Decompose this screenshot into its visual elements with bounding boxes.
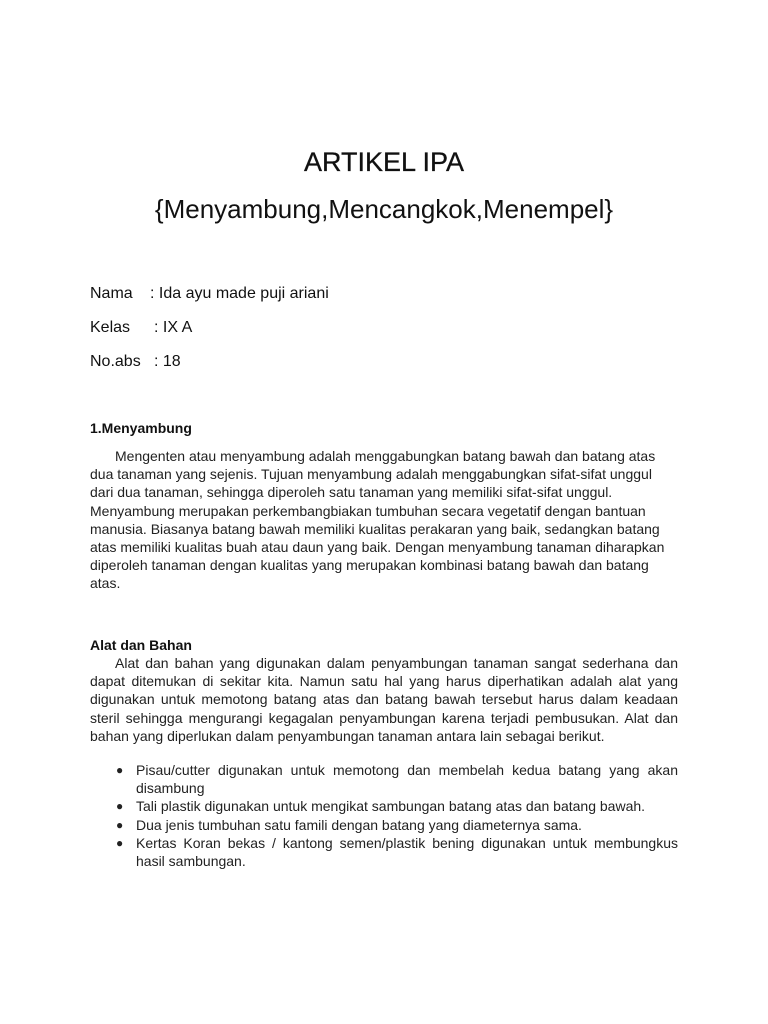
document-title: ARTIKEL IPA (303, 147, 465, 177)
document-subtitle: {Menyambung,Mencangkok,Menempel} (154, 194, 614, 224)
info-value: : Ida ayu made puji ariani (150, 285, 329, 302)
list-item: ● Dua jenis tumbuhan satu famili dengan batang yang diameternya sama. (116, 816, 582, 833)
info-row-noabs (90, 352, 181, 372)
paragraph-text: Alat dan bahan yang digunakan dalam penyambungan tanaman sangat sederhana dan dapat ditemukan di sekitar kita. Namun satu hal yang harus diperhatikan adalah alat yang digunakan untuk memotong batang atas dan batang bawah tersebut harus dalam keadaan steril sehingga mengurangi kegagalan penyambungan karena terjadi pembusukan. Alat dan bahan yang diperlukan dalam penyambungan tanaman antara lain sebagai berikut. (90, 655, 678, 744)
section-paragraph-menyambung (90, 447, 678, 593)
info-label: Kelas (90, 319, 131, 336)
paragraph-text: Mengenten atau menyambung adalah menggabungkan batang bawah dan batang atas dua tanaman yang sejenis. Tujuan menyambung adalah menggabungkan sifat-sifat unggul dari dua tanaman, sehingga diperoleh satu tanaman yang memiliki sifat-sifat unggul. Menyambung merupakan perkembangbiakan tumbuhan secara vegetatif dengan bantuan manusia. Biasanya batang bawah memiliki kualitas perakaran yang baik, sedangkan batang atas memiliki kualitas buah atau daun yang baik. Dengan menyambung tanaman diharapkan diperoleh tanaman dengan kualitas yang merupakan kombinasi batang bawah dan batang atas. (90, 448, 665, 592)
section-paragraph-alat-bahan (90, 654, 678, 745)
info-value: : IX A (154, 319, 193, 336)
bullet-icon: ● (116, 835, 124, 850)
bullet-icon: ● (116, 817, 124, 832)
bullet-icon: ● (116, 799, 124, 814)
bullet-icon: ● (116, 763, 124, 777)
list-item: ● Pisau/cutter digunakan untuk memotong dan membelah kedua batang yang akan disambung (116, 762, 678, 797)
list-item: ● Kertas Koran bekas / kantong semen/plastik bening digunakan untuk membungkus hasil sambungan. (116, 834, 678, 870)
list-item: ● Tali plastik digunakan untuk mengikat sambungan batang atas dan batang bawah. (116, 798, 646, 815)
info-label: No.abs (90, 353, 141, 370)
info-row-nama (90, 284, 329, 304)
section-heading-menyambung: 1.Menyambung (90, 420, 192, 436)
info-value: : 18 (154, 353, 181, 370)
info-row-kelas (90, 318, 192, 338)
section-heading-alat-bahan: Alat dan Bahan (90, 637, 192, 653)
bullet-list (90, 761, 678, 870)
info-label: Nama (90, 285, 133, 302)
